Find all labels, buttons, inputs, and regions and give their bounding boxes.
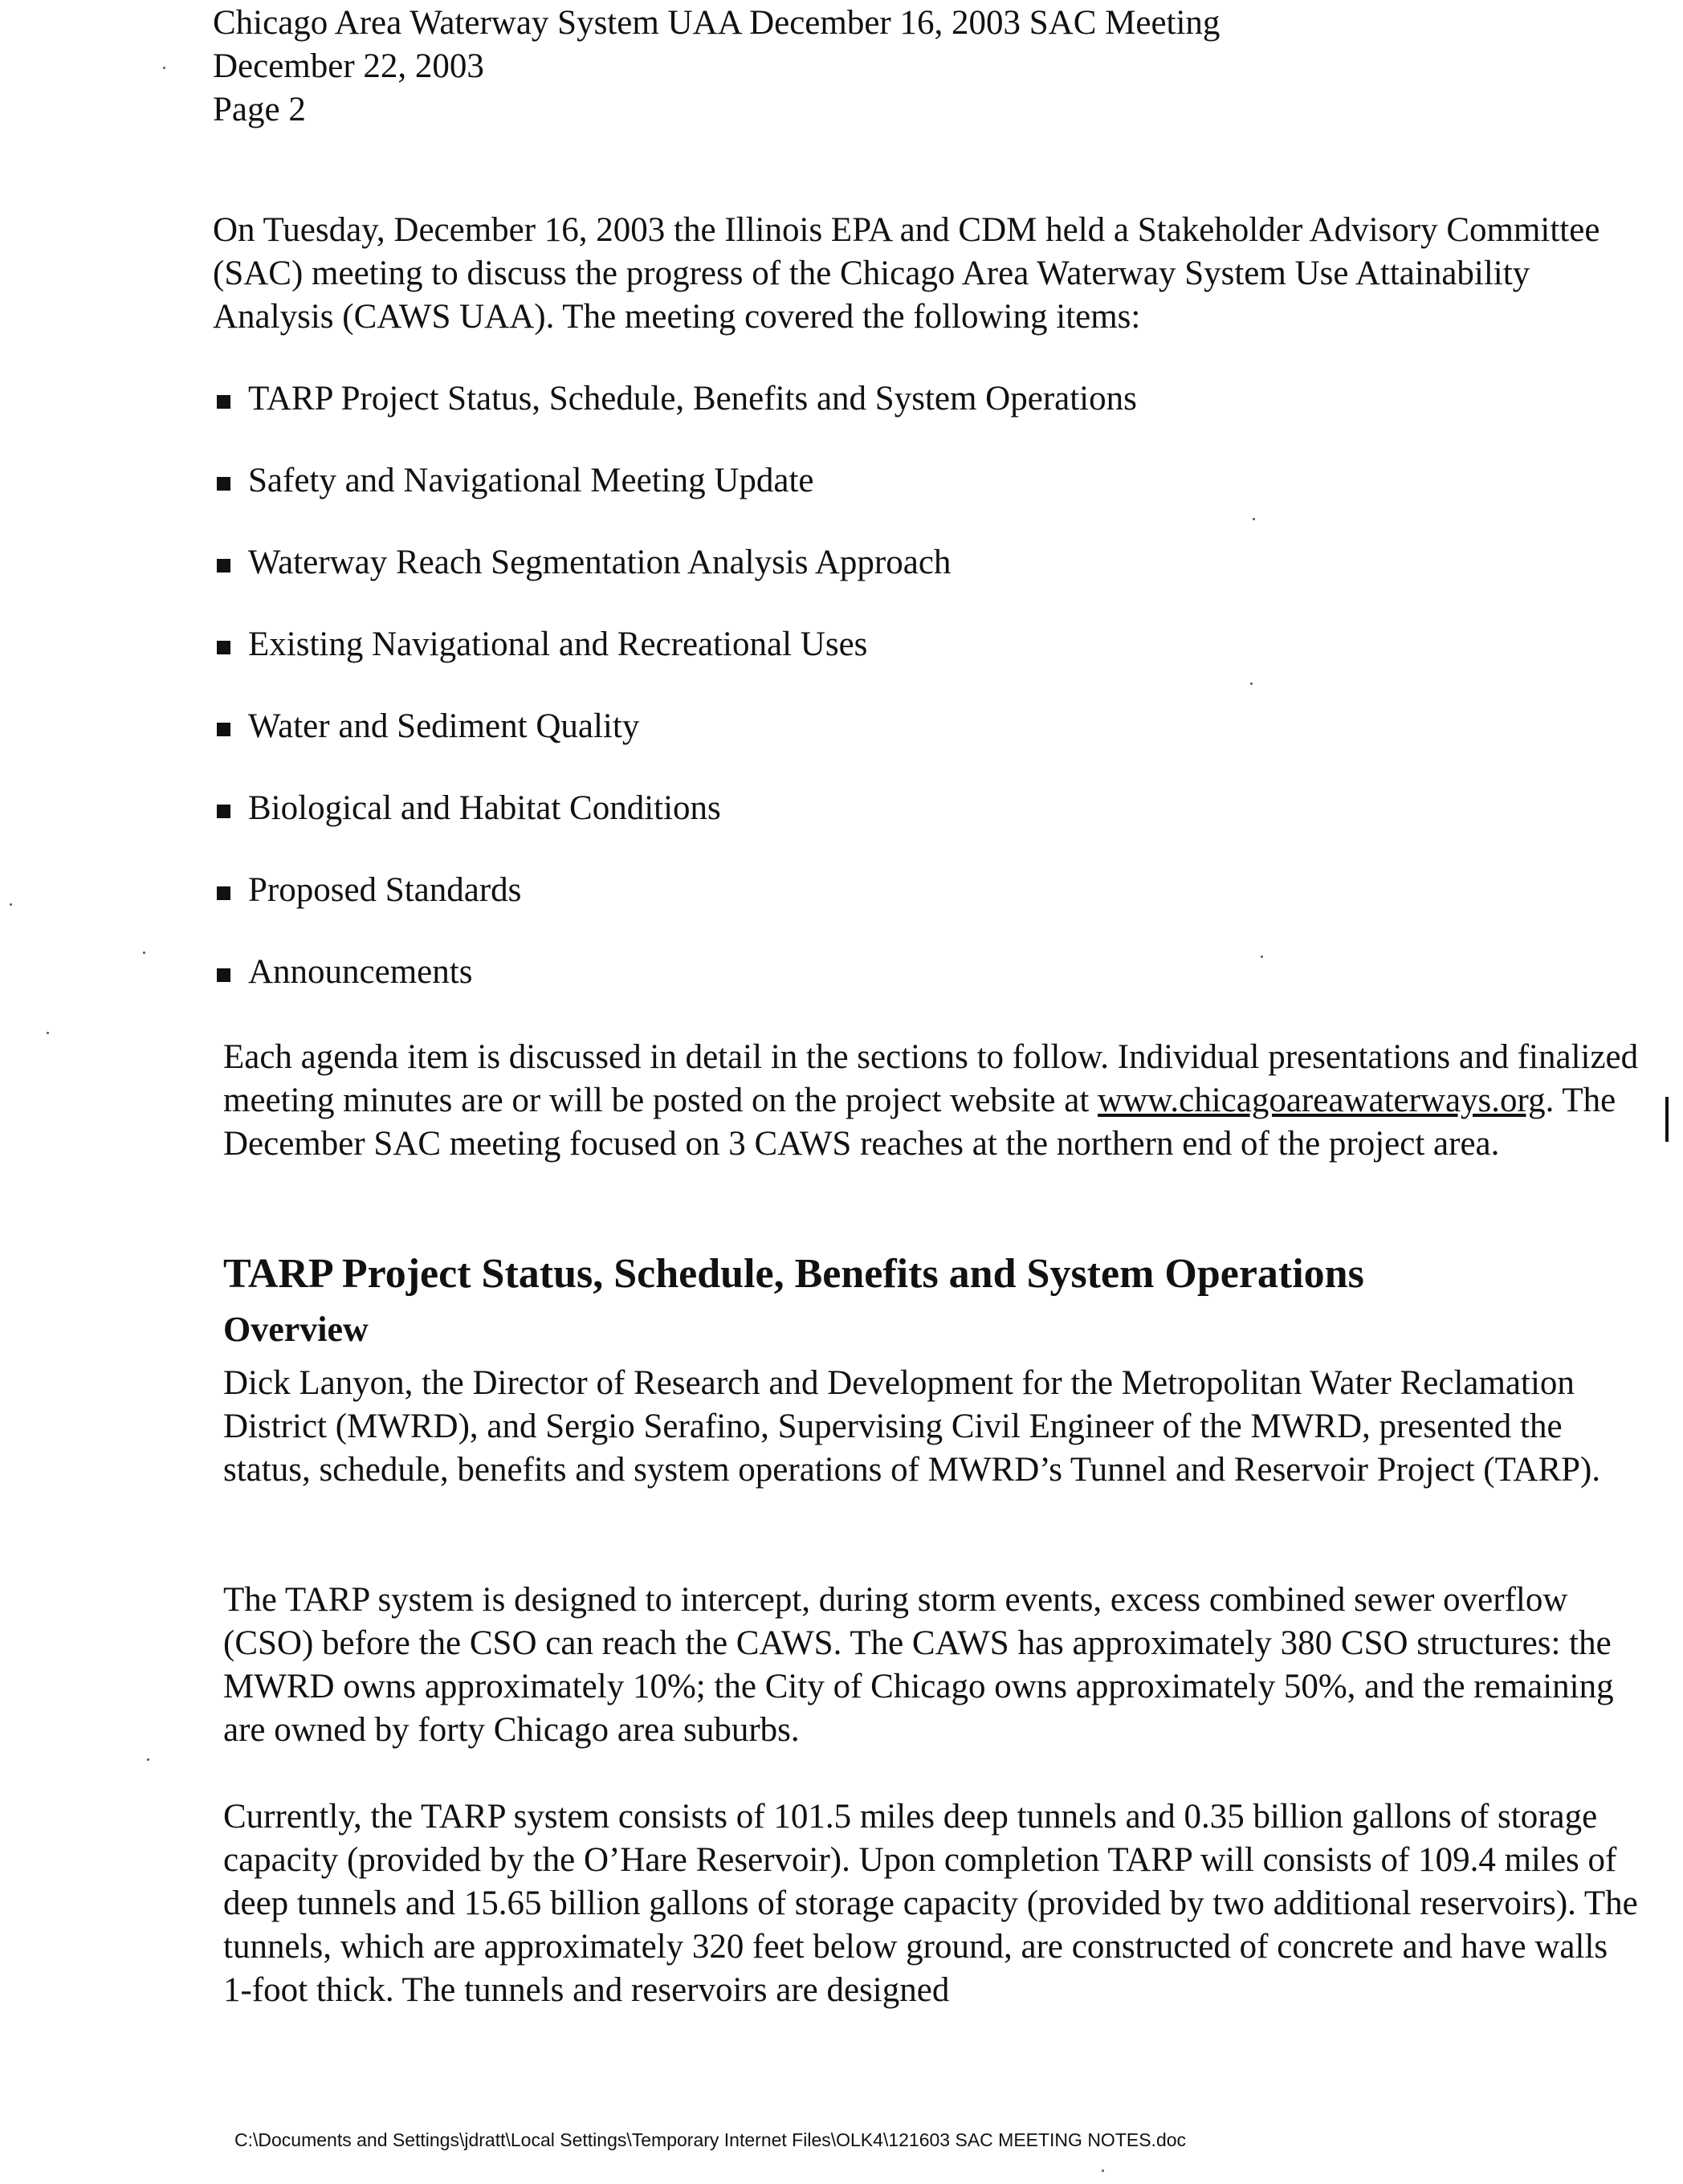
project-website-link[interactable]: www.chicagoareawaterways.org [1098, 1082, 1546, 1119]
agenda-item [217, 951, 1137, 1033]
scan-speck [1102, 2170, 1104, 2172]
square-bullet-icon [217, 805, 230, 818]
section-paragraph: Dick Lanyon, the Director of Research and Development for the Metropolitan Water Reclamation District (MWRD), and Sergio Serafino, Supervising Civil Engineer of the MWRD, presented the status, schedule, benefits and system operations of MWRD’s Tunnel and Reservoir Project (TARP). [223, 1364, 1601, 1489]
agenda-item [217, 459, 1137, 541]
agenda-item [217, 541, 1137, 623]
scan-speck [47, 1032, 49, 1034]
followup-paragraph [223, 1036, 1644, 1166]
file-path-footer: C:\Documents and Settings\jdratt\Local Settings\Temporary Internet Files\OLK4\121603 SAC MEETING NOTES.doc [234, 2129, 1187, 2150]
section-paragraph: The TARP system is designed to intercept, during storm events, excess combined sewer overflow (CSO) before the CSO can reach the CAWS. The CAWS has approximately 380 CSO structures: the MWRD owns approximately 10%; the City of Chicago owns approximately 50%, and the remaining are owned by forty Chicago area suburbs. [223, 1581, 1614, 1749]
agenda-item [217, 787, 1137, 869]
agenda-item-label: Announcements [248, 953, 473, 991]
scan-speck [1253, 518, 1255, 520]
agenda-item-label: Proposed Standards [248, 871, 522, 909]
agenda-item-label: Safety and Navigational Meeting Update [248, 462, 814, 499]
agenda-item [217, 377, 1137, 459]
header-page-number: Page 2 [213, 91, 306, 128]
header-date: December 22, 2003 [213, 47, 484, 85]
agenda-item [217, 705, 1137, 787]
agenda-item-label: Biological and Habitat Conditions [248, 789, 721, 827]
square-bullet-icon [217, 559, 230, 572]
square-bullet-icon [217, 723, 230, 736]
section-subheading: Overview [223, 1310, 369, 1349]
square-bullet-icon [217, 886, 230, 900]
section-paragraph: Currently, the TARP system consists of 101.5 miles deep tunnels and 0.35 billion gallons of storage capacity (provided by the O’Hare Reservoir). Upon completion TARP will consists of 109.4 miles of deep tunnels and 15.65 billion gallons of storage capacity (provided by two additional reservoirs). The tunnels, which are approximately 320 feet below ground, are constructed of concrete and have walls 1-foot thick. The tunnels and reservoirs are designed [223, 1798, 1638, 2009]
page-header [213, 2, 1220, 132]
followup-text-1: Each agenda item is discussed in detail in the sections to follow. Individual presentations and finalized meeting minutes are or will be posted on the project website at [223, 1038, 1639, 1119]
section-heading: TARP Project Status, Schedule, Benefits and System Operations [223, 1251, 1364, 1297]
scan-speck [163, 67, 165, 69]
scan-speck [147, 1758, 149, 1761]
square-bullet-icon [217, 477, 230, 491]
agenda-list [217, 377, 1137, 1033]
revision-change-bar [1665, 1097, 1669, 1142]
scan-speck [1250, 682, 1253, 685]
scan-speck [10, 903, 12, 906]
scan-speck [143, 951, 145, 954]
intro-paragraph: On Tuesday, December 16, 2003 the Illinois EPA and CDM held a Stakeholder Advisory Committee (SAC) meeting to discuss the progress of the Chicago Area Waterway System Use Attainability Analysis (CAWS UAA). The meeting covered the following items: [213, 211, 1600, 336]
agenda-item-label: Existing Navigational and Recreational Uses [248, 625, 868, 663]
agenda-item [217, 623, 1137, 705]
agenda-item-label: Water and Sediment Quality [248, 707, 640, 745]
square-bullet-icon [217, 641, 230, 654]
agenda-item-label: TARP Project Status, Schedule, Benefits and System Operations [248, 380, 1137, 418]
followup-text-2: . The December SAC meeting focused on 3 CAWS reaches at the northern end of the project area. [223, 1082, 1616, 1163]
scan-speck [1261, 956, 1263, 958]
agenda-item [217, 869, 1137, 951]
square-bullet-icon [217, 395, 230, 409]
agenda-item-label: Waterway Reach Segmentation Analysis Approach [248, 544, 952, 581]
square-bullet-icon [217, 968, 230, 982]
header-title: Chicago Area Waterway System UAA December 16, 2003 SAC Meeting [213, 4, 1220, 42]
